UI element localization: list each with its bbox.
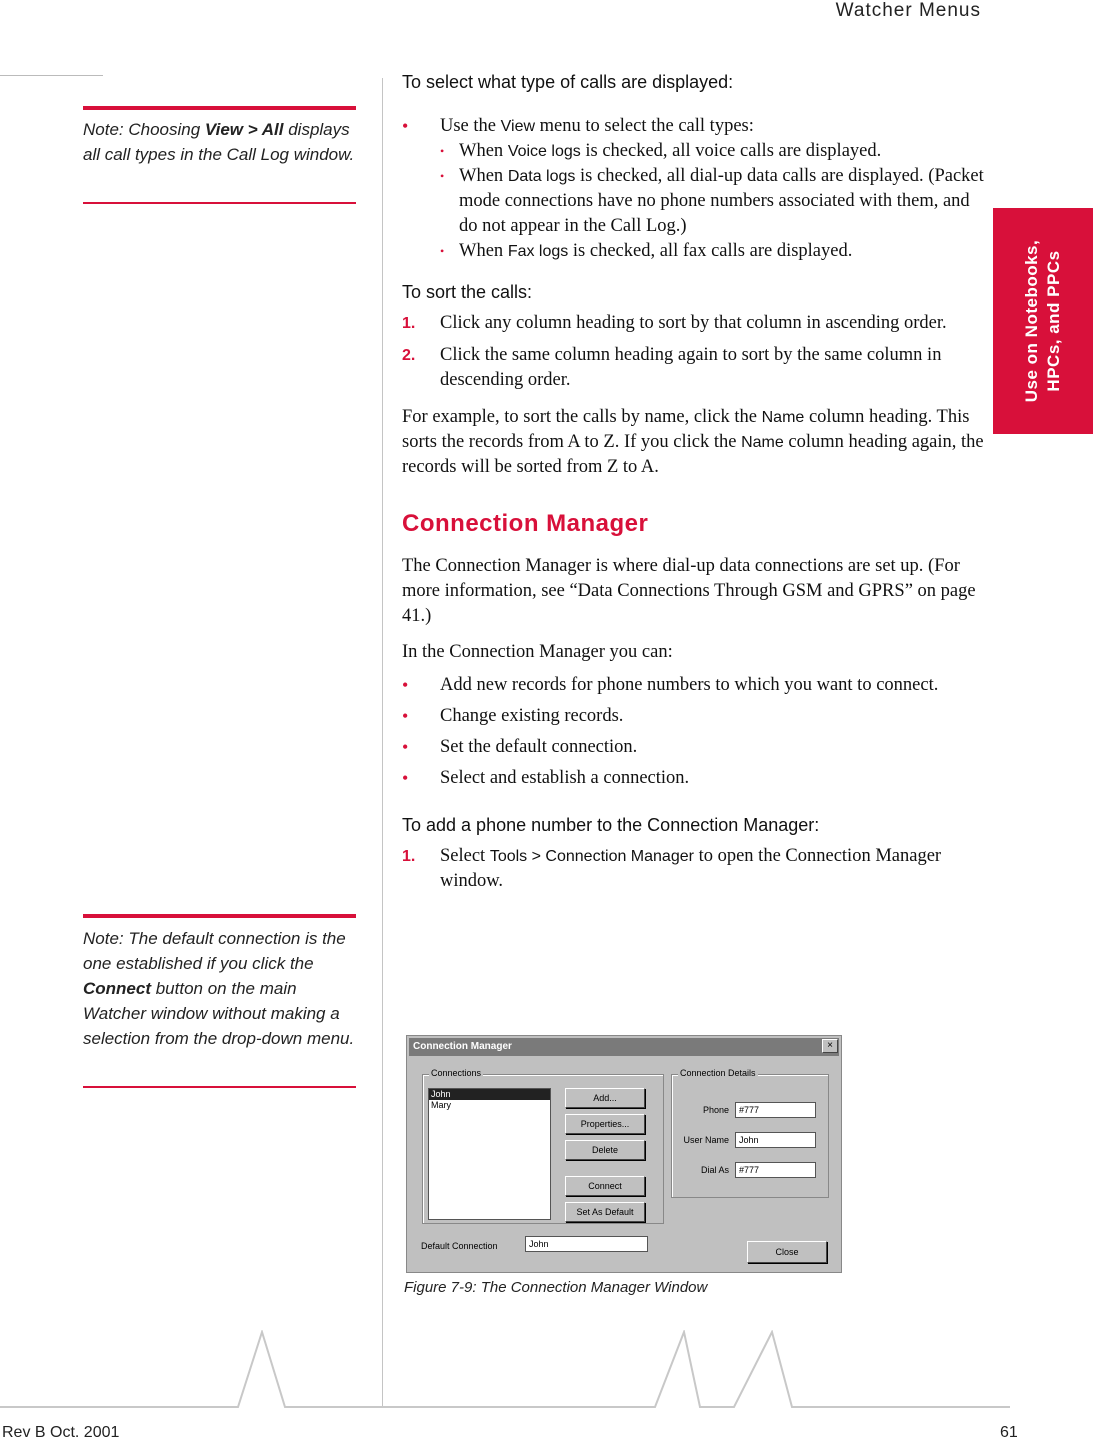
dialog-title-bar	[409, 1038, 839, 1056]
example-ui-term: Name	[761, 409, 805, 426]
connections-list[interactable]	[428, 1088, 551, 1220]
details-group-label: Connection Details	[680, 1068, 756, 1078]
step-text: to open the Connection Manager window.	[440, 846, 942, 891]
bullet-text: Add new records for phone numbers to which you want to connect.	[440, 675, 939, 695]
sub-text: When	[459, 166, 508, 186]
add-phone-heading: To add a phone number to the Connection Manager:	[402, 815, 820, 835]
side-tab-line-1: Use on Notebooks,	[1022, 239, 1041, 403]
bullet-icon: •	[402, 706, 409, 726]
cm-bullet	[402, 704, 992, 729]
bullet-icon: •	[402, 116, 409, 136]
sub-text: is checked, all fax calls are displayed.	[568, 241, 853, 261]
revision-date: Rev B Oct. 2001	[2, 1424, 120, 1441]
call-types-heading: To select what type of calls are displayed:	[402, 72, 734, 92]
dial-as-label: Dial As	[700, 1165, 729, 1175]
bullet-icon: •	[402, 737, 409, 757]
note-1-prefix: Note: Choosing	[83, 120, 205, 139]
side-tab	[993, 208, 1093, 434]
default-connection-field[interactable]: John	[525, 1236, 648, 1252]
sub-item-voice	[402, 139, 992, 164]
sub-bullet-icon: •	[440, 144, 445, 158]
note-view-all	[83, 117, 358, 167]
cm-bullet	[402, 673, 992, 698]
sub-text: When	[459, 241, 508, 261]
example-ui-term: Name	[741, 434, 784, 451]
note-2-bold: Connect	[83, 979, 151, 998]
cm-can-intro: In the Connection Manager you can:	[402, 642, 673, 662]
column-divider	[382, 78, 383, 1408]
bullet-ui-term: View	[500, 118, 536, 135]
note-2-suffix: button on the main Watcher window without making a selection from the drop-down menu.	[83, 979, 355, 1048]
close-button[interactable]: Close	[747, 1241, 827, 1263]
bullet-text: Change existing records.	[440, 706, 624, 726]
step-text: Click the same column heading again to sort by the same column in descending order.	[440, 345, 942, 390]
main-content	[402, 68, 992, 894]
cm-bullet	[402, 735, 992, 760]
step-text: Click any column heading to sort by that column in ascending order.	[440, 313, 947, 333]
username-field[interactable]: John	[735, 1132, 816, 1148]
top-rule	[0, 75, 103, 76]
list-item[interactable]: Mary	[431, 1100, 451, 1110]
note-1-suffix: displays all call types in the Call Log window.	[83, 120, 355, 164]
sub-text: is checked, all dial-up data calls are displayed. (Packet mode connections have no phone numbers associated with them, and do not appear in the Call Log.)	[459, 166, 984, 236]
step-number: 2.	[402, 347, 416, 364]
add-button[interactable]: Add...	[565, 1088, 645, 1108]
dialog-title: Connection Manager	[413, 1041, 512, 1052]
phone-field[interactable]: #777	[735, 1102, 816, 1118]
bullet-text: menu to select the call types:	[535, 116, 754, 136]
step-number: 1.	[402, 848, 416, 865]
sub-ui-term: Voice logs	[507, 143, 581, 160]
page-number: 61	[1000, 1424, 1018, 1441]
sort-example	[402, 405, 992, 480]
phone-label: Phone	[702, 1105, 729, 1115]
note-1-top-rule	[83, 106, 356, 110]
cm-intro: The Connection Manager is where dial-up data connections are set up. (For more information, see “Data Connections Through GSM and GPRS” on page 41.)	[402, 556, 976, 626]
side-tab-label	[1021, 240, 1065, 402]
bullet-icon: •	[402, 675, 409, 695]
properties-button[interactable]: Properties...	[565, 1114, 645, 1134]
sub-item-data	[402, 164, 992, 239]
step-number: 1.	[402, 315, 416, 332]
step-text: Select	[440, 846, 490, 866]
add-step-1	[402, 844, 992, 894]
bullet-text: Use the	[440, 116, 501, 136]
example-text: column heading. This sorts the records from A to Z. If you click the	[402, 407, 970, 452]
set-default-button[interactable]: Set As Default	[565, 1202, 645, 1222]
section-title: Connection Manager	[402, 510, 649, 537]
running-header: Watcher Menus	[835, 0, 981, 21]
step-ui-term: Tools > Connection Manager	[489, 848, 694, 865]
list-item[interactable]: John	[429, 1089, 550, 1100]
call-types-bullet	[402, 114, 992, 139]
delete-button[interactable]: Delete	[565, 1140, 645, 1160]
sub-bullet-icon: •	[440, 244, 445, 258]
cm-bullet	[402, 766, 992, 791]
note-1-bold: View > All	[204, 120, 284, 139]
username-label: User Name	[683, 1135, 729, 1145]
connection-manager-dialog	[406, 1035, 842, 1273]
default-connection-label: Default Connection	[421, 1241, 498, 1251]
sub-ui-term: Data logs	[507, 168, 576, 185]
note-2-bottom-rule	[83, 1086, 356, 1088]
sub-text: is checked, all voice calls are displayed.	[580, 141, 882, 161]
note-1-bottom-rule	[83, 202, 356, 204]
example-text: For example, to sort the calls by name, click the	[402, 407, 762, 427]
connections-group-label: Connections	[431, 1068, 482, 1078]
dial-as-field[interactable]: #777	[735, 1162, 816, 1178]
example-text: column heading again, the records will be sorted from Z to A.	[402, 432, 984, 477]
note-2-prefix: Note: The default connection is the one established if you click the	[83, 929, 346, 973]
bullet-icon: •	[402, 768, 409, 788]
waveform-line	[0, 1332, 1010, 1407]
sub-ui-term: Fax logs	[507, 243, 569, 260]
sub-text: When	[459, 141, 508, 161]
bullet-text: Select and establish a connection.	[440, 768, 690, 788]
connect-button[interactable]: Connect	[565, 1176, 645, 1196]
figure-caption: Figure 7-9: The Connection Manager Window	[404, 1279, 708, 1296]
sub-item-fax	[402, 239, 992, 264]
note-2-top-rule	[83, 914, 356, 918]
footer-waveform	[0, 1330, 1093, 1410]
sort-step-1	[402, 311, 992, 336]
sort-heading: To sort the calls:	[402, 282, 533, 302]
bullet-text: Set the default connection.	[440, 737, 638, 757]
sort-step-2	[402, 343, 992, 393]
note-default-connection	[83, 926, 358, 1051]
side-tab-line-2: HPCs, and PPCs	[1044, 250, 1063, 392]
sub-bullet-icon: •	[440, 169, 445, 183]
close-icon[interactable]: ×	[822, 1039, 838, 1053]
